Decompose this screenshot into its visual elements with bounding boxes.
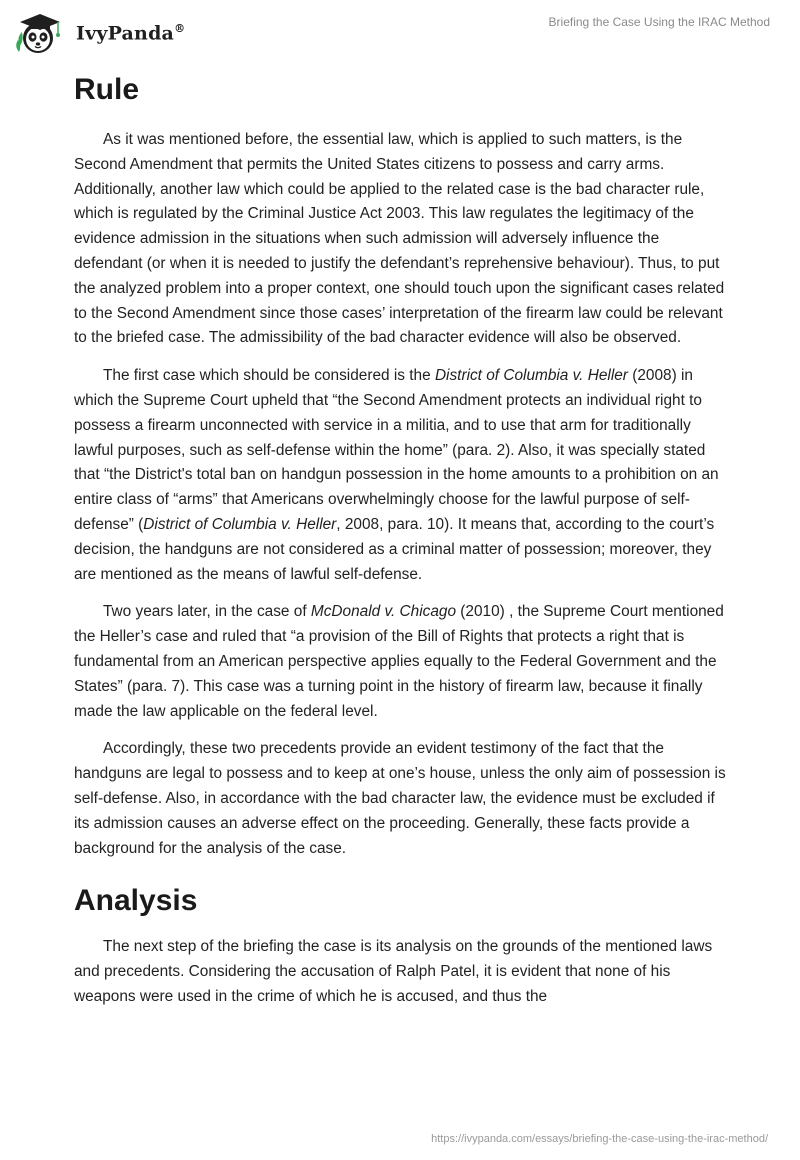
rule-paragraph-3: Two years later, in the case of McDonald v. Chicago (2010) , the Supreme Court mentioned the Heller’s case and ruled that “a provision of the Bill of Rights that protects a right that is fundamental from an American perspective applies equally to the Federal Government and the States” (para. 7). This case was a turning point in the history of firearm law, because it finally made the law applicable on the federal level. — [74, 603, 724, 720]
panda-graduation-cap-icon — [14, 8, 70, 56]
case-citation: District of Columbia v. Heller — [143, 515, 337, 533]
case-citation: District of Columbia v. Heller — [434, 367, 628, 385]
source-url-link[interactable]: https://ivypanda.com/essays/briefing-the-case-using-the-irac-method/ — [431, 1133, 768, 1145]
rule-paragraph-4: Accordingly, these two precedents provide an evident testimony of the fact that the handguns are legal to possess and to keep at one’s house, unless the only aim of possession is self-defense. Also, in accordance with the bad character law, the evidence must be excluded if its admission causes an adverse effect on the proceeding. Generally, these facts provide a background for the analysis of the case. — [74, 740, 726, 857]
case-citation: McDonald v. Chicago — [310, 603, 457, 621]
section-heading-rule: Rule — [74, 73, 140, 106]
brand-logo[interactable] — [14, 8, 185, 56]
section-heading-analysis: Analysis — [74, 884, 198, 918]
rule-paragraph-2: The first case which should be considered is the District of Columbia v. Heller (2008) in which the Supreme Court upheld that “the Second Amendment protects an individual right to possess a firearm unconnected with service in a militia, and to use that arm for traditionally lawful purposes, such as self-defense within the home” (para. 2). Also, it was specially stated that “the District's total ban on handgun possession in the home amounts to a prohibition on an entire class of “arms” that Americans overwhelmingly choose for the lawful purpose of self-defense” (District of Columbia v. Heller, 2008, para. 10). It means that, according to the court’s decision, the handguns are not considered as a criminal matter of possession; moreover, they are mentioned as the means of lawful self-defense. — [74, 367, 719, 583]
page-header — [14, 8, 786, 58]
analysis-paragraph-1: The next step of the briefing the case is its analysis on the grounds of the mentioned laws and precedents. Considering the accusation of Ralph Patel, it is evident that none of his weapons were used in the crime of which he is accused, and thus the — [74, 938, 713, 1005]
brand-name: IvyPanda® — [76, 21, 186, 45]
rule-paragraph-1: As it was mentioned before, the essential law, which is applied to such matters, is the Second Amendment that permits the United States citizens to possess and carry arms. Additionally, another law which could be applied to the related case is the bad character rule, which is regulated by the Criminal Justice Act 2003. This law regulates the legitimacy of the evidence admission in the situations when such admission will adversely influence the defendant (or when it is needed to justify the defendant’s reprehensive behaviour). Thus, to put the analyzed problem into a proper context, one should touch upon the significant cases related to the Second Amendment since those cases’ interpretation of the firearm law could be relevant to the briefed case. The admissibility of the bad character evidence will also be observed. — [74, 131, 725, 347]
document-title: Briefing the Case Using the IRAC Method — [548, 15, 770, 29]
essay-content — [74, 68, 726, 1023]
